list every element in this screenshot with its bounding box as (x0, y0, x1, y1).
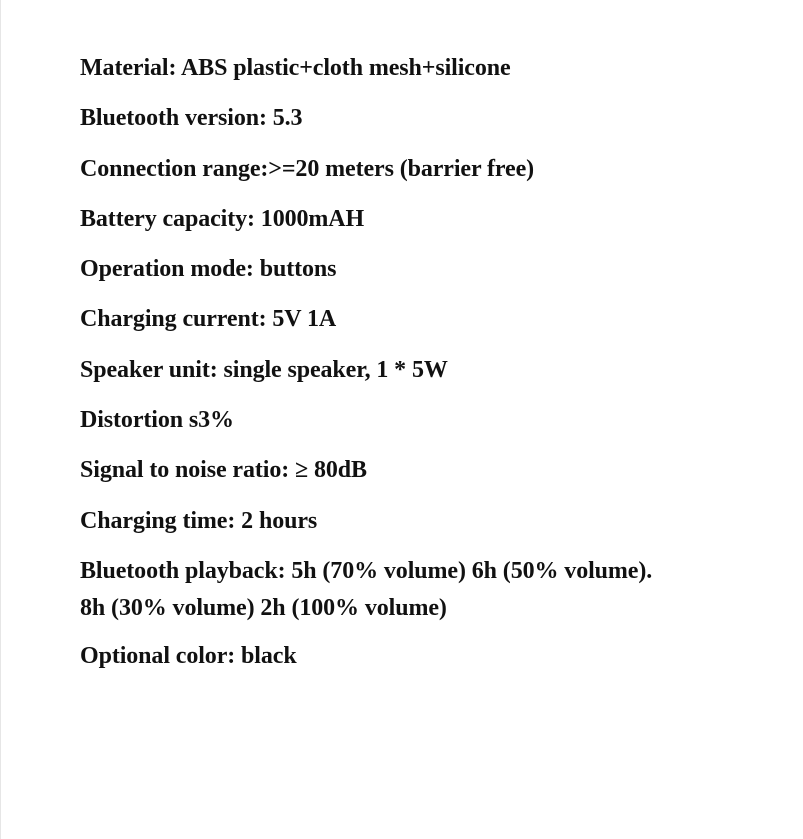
spec-bluetooth-version: Bluetooth version: 5.3 (80, 105, 303, 132)
spec-speaker-unit: Speaker unit: single speaker, 1 * 5W (80, 356, 448, 383)
spec-bluetooth-playback-line-2: 8h (30% volume) 2h (100% volume) (80, 594, 447, 621)
spec-operation-mode: Operation mode: buttons (80, 256, 337, 283)
spec-list (80, 52, 652, 690)
spec-charging-current: Charging current: 5V 1A (80, 306, 337, 333)
spec-charging-time: Charging time: 2 hours (80, 507, 318, 534)
spec-bluetooth-playback (80, 553, 652, 627)
spec-connection-range: Connection range:>=20 meters (barrier free) (80, 155, 535, 182)
spec-material: Material: ABS plastic+cloth mesh+silicone (80, 55, 511, 81)
spec-bluetooth-playback-line-1: Bluetooth playback: 5h (70% volume) 6h (50% volume). (80, 557, 653, 584)
spec-optional-color: Optional color: black (80, 642, 297, 669)
spec-distortion: Distortion s3% (80, 407, 234, 434)
spec-signal-noise-ratio: Signal to noise ratio: ≥ 80dB (80, 457, 367, 484)
spec-battery-capacity: Battery capacity: 1000mAH (80, 205, 365, 232)
